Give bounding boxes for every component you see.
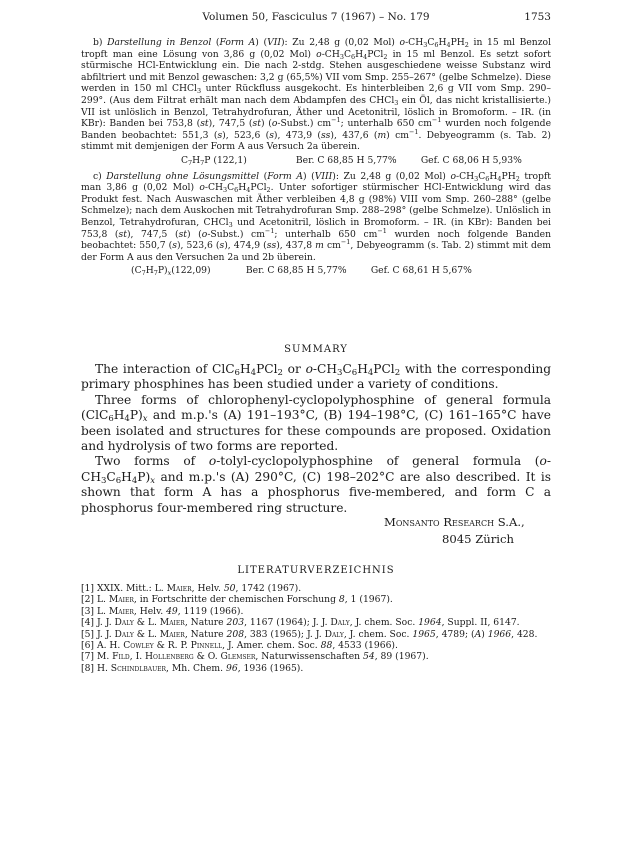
summary-heading: SUMMARY (284, 344, 348, 355)
references-heading: LITERATURVERZEICHNIS (237, 565, 395, 576)
reference-item: [7] M. Fild, I. Hollenberg & O. Glemser, Naturwissenschaften 54, 89 (1967). (81, 651, 429, 663)
reference-item: [6] A. H. Cowley & R. P. Pinnell, J. Amer. chem. Soc. 88, 4533 (1966). (81, 640, 398, 652)
paragraph-b: b) Darstellung in Benzol (Form A) (VII): Zu 2,48 g (0,02 Mol) $o-CH_3C_6H_4PH_2$ in 15 ml Benzol tropft man eine Lösung von 3,86 g (0,02 Mol) $o-CH_3C_6H_4PCl_2$ in 15 ml Benzol. Es setzt sofort stürmische HCl-Entwicklung ein. Die nach 2-stdg. Stehen ausgeschiedene weisse Substanz wird abfiltriert und mit Benzol gewaschen: 3,2 g (65,5%) VII vom Smp. 255–267° (gelbe Schmelze). Diese werden in 150 ml CHCl$_3$ unter Rückfluss ausgekocht. Es hinterbleiben 2,6 g VII vom Smp. 290–299°. (Aus dem Filtrat erhält man nach dem Abdampfen des CHCl$_3$ ein Öl, das nicht kristallisierte.) VII ist unlöslich in Benzol, Tetrahydrofuran, Äther und Acetonitril, löslich in Bromoform. – IR. (in KBr): Banden bei 753,8 (st), 747,5 (st) (o-Subst.) $cm^{-1}$; unterhalb 650 $cm^{-1}$ wurden noch folgende Banden beobachtet: 551,3 (s), 523,6 (s), 473,9 (ss), 437,6 (m) $cm^{-1}$. Debyeogramm (s. Tab. 2) stimmt mit demjenigen der Form A aus Versuch 2a überein. (81, 37, 552, 153)
page-number: 1753 (524, 11, 551, 23)
paragraph-c: c) Darstellung ohne Lösungsmittel (Form A) (VIII): Zu 2,48 g (0,02 Mol) $o-CH_3C_6H_4PH_2$ tropft man 3,86 g (0,02 Mol) $o-CH_3C_6H_4PCl_2$. Unter sofortiger stürmischer HCl-Entwicklung wird das Produkt fest. Nach Auswaschen mit Äther verbleiben 4,8 g (98%) VIII vom Smp. 260–288° (gelbe Schmelze); nach dem Auskochen mit Tetrahydrofuran Smp. 288–298° (gelbe Schmelze). Unlöslich in Benzol, Tetrahydrofuran, CHCl$_3$ und Acetonitril, löslich in Bromoform. – IR. (in KBr): Banden bei 753,8 (st), 747,5 (st) (o-Subst.) $cm^{-1}$; unterhalb 650 $cm^{-1}$ wurden noch folgende Banden beobachtet: 550,7 (s), 523,6 (s), 474,9 (ss), 437,8 m $cm^{-1}$, Debyeogramm (s. Tab. 2) stimmt mit dem der Form A aus den Versuchen 2a und 2b überein. (81, 170, 552, 263)
reference-item: [1] XXIX. Mitt.: L. Maier, Helv. 50, 1742 (1967). (81, 583, 302, 594)
summary-paragraph-3: Two forms of o-tolyl-cyclopolyphosphine of general formula $(o-CH_3C_6H_4P)_x$ and m.p.'s (A) 290°C, (C) 198–202°C are also described. It is shown that form A has a phosphorus five-membered, and form C a phosphorus four-membered ring structure. (81, 454, 551, 515)
affiliation-name: Monsanto Research S.A., (384, 515, 525, 529)
reference-item: [2] L. Maier, in Fortschritte der chemischen Forschung 8, 1 (1967). (81, 594, 393, 606)
reference-list (81, 583, 551, 674)
summary-paragraph-2: Three forms of chlorophenyl-cyclopolyphosphine of general formula $(ClC_6H_4P)_x$ and m.p.'s (A) 191–193°C, (B) 194–198°C, (C) 161–165°C have been isolated and structures for these compounds are proposed. Oxidation and hydrolysis of two forms are reported. (81, 392, 551, 454)
experimental-section (81, 37, 551, 281)
reference-item: [3] L. Maier, Helv. 49, 1119 (1966). (81, 605, 244, 617)
reference-item: [5] J. J. Daly & L. Maier, Nature 208, 383 (1965); J. J. Daly, J. chem. Soc. 1965, 4789; (A) 1966, 428. (81, 628, 538, 640)
affiliation-city: 8045 Zürich (442, 532, 514, 546)
summary-text (81, 362, 551, 516)
reference-item: [8] H. Schindlbauer, Mh. Chem. 96, 1936 (1965). (81, 662, 304, 674)
reference-item: [4] J. J. Daly & L. Maier, Nature 203, 1167 (1964); J. J. Daly, J. chem. Soc. 1964, Suppl. II, 6147. (81, 617, 520, 629)
summary-paragraph-1: The interaction of $ClC_6H_4PCl_2$ or $o-CH_3C_6H_4PCl_2$ with the corresponding primary phosphines has been studied under a variety of conditions. (81, 362, 552, 392)
analysis-c: $(C_7H_7P)_x(122,09)$ Ber. C 68,85 H 5,77% Gef. C 68,61 H 5,67% (131, 265, 472, 278)
analysis-b: $C_7H_7P$ (122,1) Ber. C 68,85 H 5,77% Gef. C 68,06 H 5,93% (181, 154, 522, 167)
running-head: Volumen 50, Fasciculus 7 (1967) – No. 179 (202, 11, 430, 23)
running-header (81, 11, 551, 25)
